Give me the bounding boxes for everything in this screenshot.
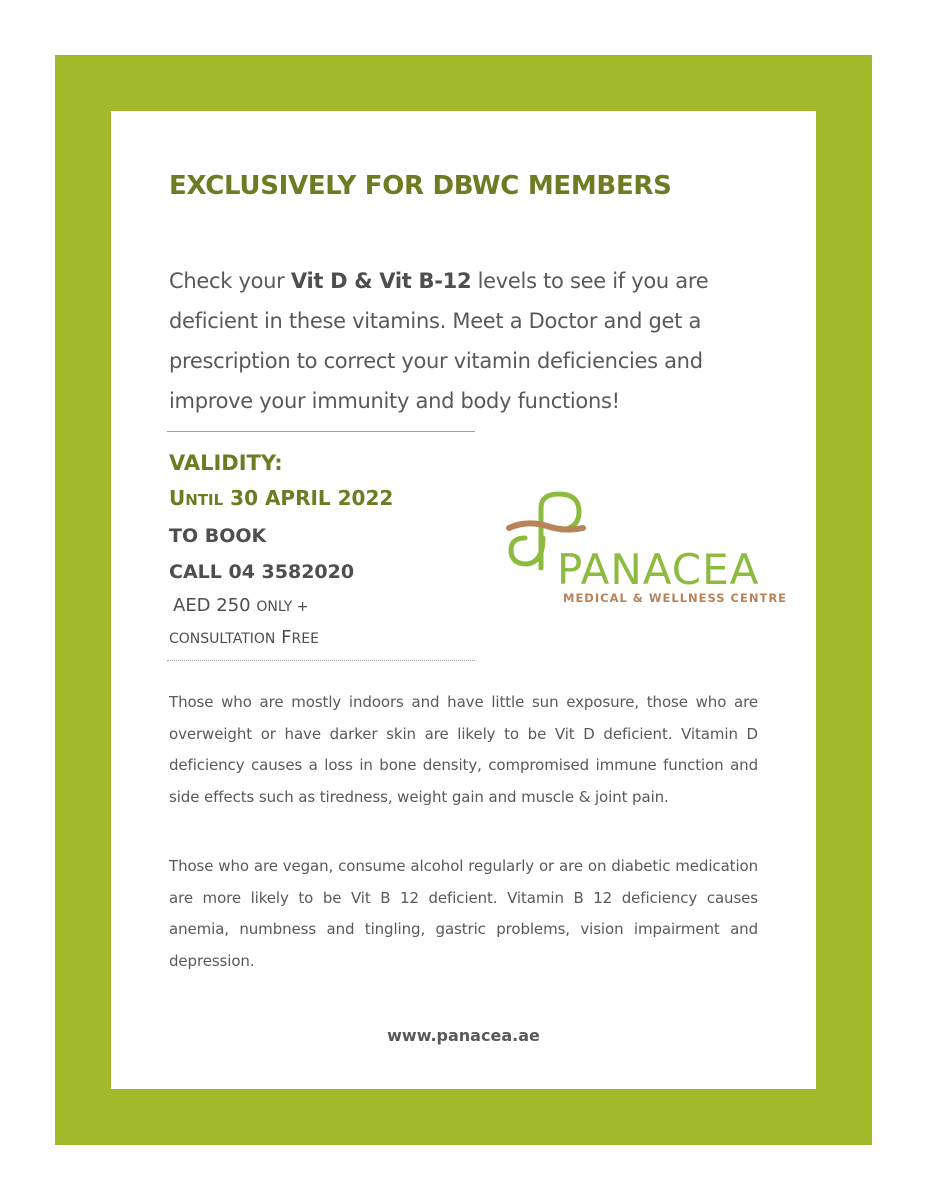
divider-top [167,431,475,432]
intro-paragraph [169,261,769,421]
vit-b12-paragraph: Those who are vegan, consume alcohol regularly or are on diabetic medication are more likely to be Vit B 12 deficient. Vitamin B 12 deficiency causes anemia, numbness and tingling, gastric problems, vision impairment and depression. [169,857,758,970]
to-book-label: TO BOOK [169,525,267,547]
booking-info [169,446,489,654]
price-line [169,590,489,623]
intro-highlight: Vit D & Vit B-12 [290,269,472,293]
divider-bottom [167,660,475,661]
logo-name: PANACEA [557,545,760,594]
consultation-word: CONSULTATION [169,631,276,647]
until-rest: NTIL [185,491,224,509]
free-cap: F [281,627,292,648]
vit-d-paragraph: Those who are mostly indoors and have little sun exposure, those who are overweight or have darker skin are likely to be Vit D deficient. Vitamin D deficiency causes a loss in bone density, compromised immune function and side effects such as tiredness, weight gain and muscle & joint pain. [169,693,758,806]
call-number: CALL 04 3582020 [169,561,355,583]
price-amount: AED 250 [173,595,251,616]
validity-date [169,480,489,518]
validity-label: VALIDITY: [169,451,283,475]
intro-text-before: Check your [169,269,291,293]
consultation-line [169,623,489,654]
intro-text-after: levels to see if you are deficient in these vitamins. Meet a Doctor and get a prescription to correct your vitamin deficiencies and improve your immunity and body functions! [169,269,709,413]
panacea-logo [503,488,793,606]
free-rest: REE [291,631,319,647]
website-link[interactable]: www.panacea.ae [387,1026,540,1045]
until-cap: U [169,486,186,510]
until-date: 30 APRIL 2022 [230,486,394,510]
page-title: EXCLUSIVELY FOR DBWC MEMBERS [169,171,672,201]
price-rest: ONLY + [256,599,309,615]
logo-tagline: MEDICAL & WELLNESS CENTRE [563,591,788,605]
